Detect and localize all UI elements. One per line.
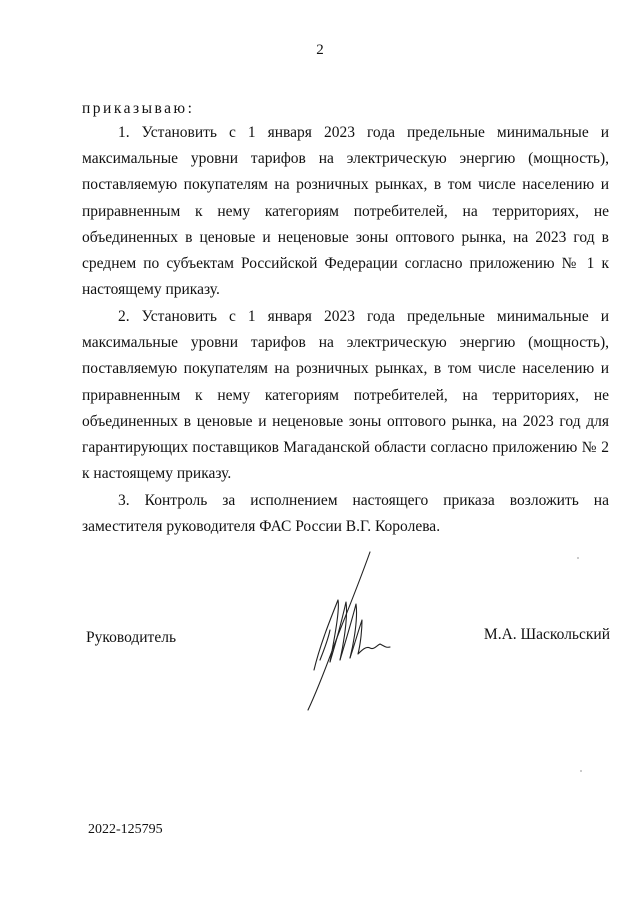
signer-title: Руководитель [86, 629, 177, 646]
scan-speck [580, 770, 582, 772]
paragraph-2: 2. Установить с 1 января 2023 года предельные минимальные и максимальные уровни тарифов на электрическую энергию (мощность), поставляемую покупателям на розничных рынках, в том числе населению и приравненным к нему категориям потребителей, на территориях, не объединенных в ценовые и неценовые зоны оптового рынка, на 2023 год для гарантирующих поставщиков Магаданской области согласно приложению № 2 к настоящему приказу. [82, 308, 609, 483]
scan-speck [577, 557, 579, 559]
signer-name: М.А. Шаскольский [483, 626, 610, 643]
paragraph-3: 3. Контроль за исполнением настоящего приказа возложить на заместителя руководителя ФАС России В.Г. Королева. [82, 492, 609, 536]
page-number: 2 [316, 42, 324, 58]
order-intro: приказываю: [82, 100, 195, 117]
paragraph-1: 1. Установить с 1 января 2023 года предельные минимальные и максимальные уровни тарифов на электрическую энергию (мощность), поставляемую покупателям на розничных рынках, в том числе населению и приравненным к нему категориям потребителей, на территориях, не объединенных в ценовые и неценовые зоны оптового рынка, на 2023 год в среднем по субъектам Российской Федерации согласно приложению № 1 к настоящему приказу. [82, 124, 609, 299]
handwritten-signature [300, 550, 400, 720]
document-number: 2022-125795 [88, 822, 163, 837]
